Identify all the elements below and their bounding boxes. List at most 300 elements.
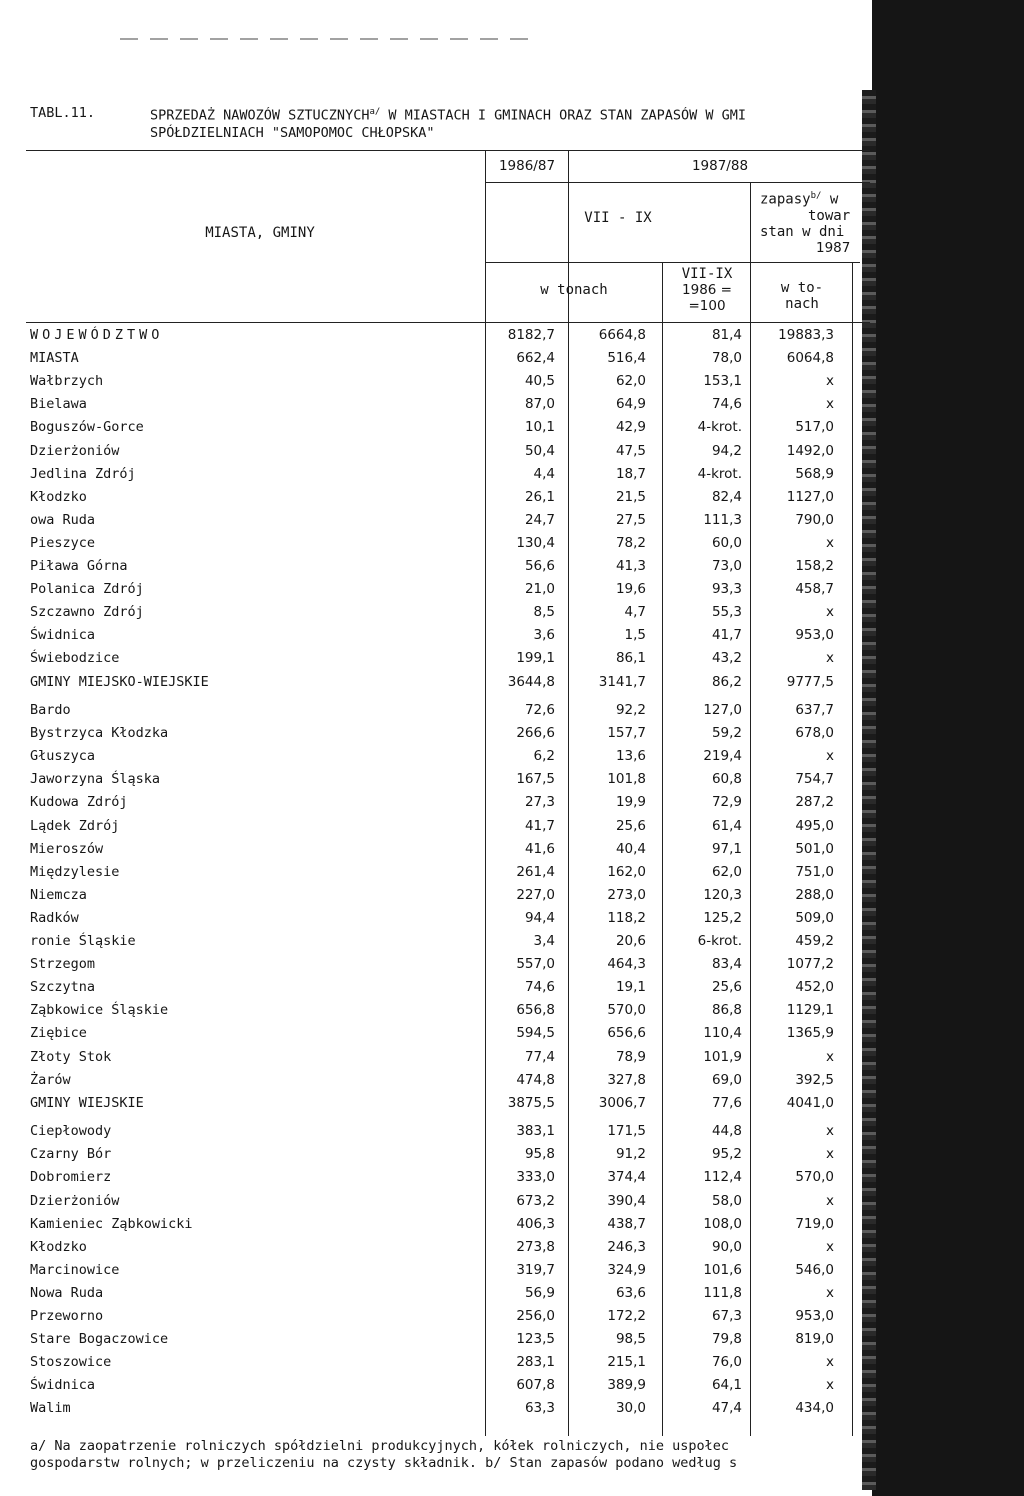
cell-value: 67,3 <box>711 1308 742 1324</box>
cell-value: 4041,0 <box>786 1094 834 1111</box>
table-number: TABL.11. <box>30 105 96 121</box>
cell-value: 1129,1 <box>786 1002 834 1019</box>
cell-value: 570,0 <box>607 1002 646 1019</box>
cell-value: 40,4 <box>615 840 646 857</box>
cell-value: 215,1 <box>607 1354 646 1371</box>
table-title <box>150 104 746 142</box>
cell-value: 95,8 <box>524 1146 555 1163</box>
cell-value: 261,4 <box>516 863 555 880</box>
cell-value: 390,4 <box>607 1192 646 1209</box>
cell-value: 406,3 <box>516 1215 555 1232</box>
row-label: MIASTA <box>30 350 79 367</box>
table-row <box>0 954 870 974</box>
cell-value: 123,5 <box>516 1331 555 1348</box>
cell-value: 63,6 <box>615 1284 646 1301</box>
row-label: Kudowa Zdrój <box>30 794 128 811</box>
cell-value: 19,1 <box>615 979 646 996</box>
stock-footnote-mark: b/ <box>810 191 822 201</box>
row-label: Dzierżoniów <box>30 1192 120 1209</box>
row-label: Bystrzyca Kłodzka <box>30 725 169 742</box>
row-label: Świebodzice <box>30 650 120 667</box>
year-1986-87: 1986/87 <box>498 158 556 174</box>
cell-value: 72,6 <box>524 702 555 718</box>
cell-value: 392,5 <box>795 1071 834 1088</box>
cell-value: 87,0 <box>524 396 555 413</box>
cell-value: 319,7 <box>516 1261 555 1278</box>
cell-value: 153,1 <box>703 373 742 390</box>
cell-value: 81,4 <box>711 327 742 343</box>
cell-value: 464,3 <box>607 956 646 973</box>
scan-artifact-line <box>120 38 540 40</box>
row-label: Polanica Zdrój <box>30 581 144 598</box>
cell-value: x <box>826 534 834 551</box>
row-label: Ziębice <box>30 1025 87 1042</box>
row-label: Walim <box>30 1400 71 1417</box>
table-row <box>0 1398 870 1418</box>
cell-value: 1127,0 <box>786 488 834 505</box>
stock-unit-line2: nach <box>785 296 819 312</box>
cell-value: 62,0 <box>711 863 742 880</box>
cell-value: 4-krot. <box>697 419 742 436</box>
cell-value: 158,2 <box>795 558 834 574</box>
cell-value: 44,8 <box>711 1123 742 1140</box>
cell-value: 389,9 <box>607 1377 646 1394</box>
cell-value: 953,0 <box>795 627 834 644</box>
table-row <box>0 1352 870 1372</box>
cell-value: 374,4 <box>607 1169 646 1186</box>
cell-value: 73,0 <box>711 558 742 574</box>
table-row <box>0 977 870 997</box>
cell-value: 172,2 <box>607 1308 646 1324</box>
row-label: WOJEWÓDZTWO <box>30 327 164 343</box>
cell-value: 42,9 <box>615 419 646 436</box>
cell-value: x <box>826 373 834 390</box>
footnote-a: a/ Na zaopatrzenie rolniczych spółdzielni produkcyjnych, kółek rolniczych, nie uspołec <box>30 1438 729 1454</box>
table-row <box>0 625 870 645</box>
cell-value: 120,3 <box>703 886 742 903</box>
row-label: Nowa Ruda <box>30 1284 104 1301</box>
cell-value: 20,6 <box>615 933 646 949</box>
cell-value: 82,4 <box>711 488 742 505</box>
cell-value: 607,8 <box>516 1377 555 1394</box>
cell-value: 227,0 <box>516 886 555 903</box>
table-row <box>0 1000 870 1020</box>
cell-value: 24,7 <box>524 511 555 528</box>
cell-value: 953,0 <box>795 1308 834 1324</box>
cell-value: 55,3 <box>711 604 742 621</box>
cell-value: 40,5 <box>524 373 555 390</box>
index-line2: 1986 = <box>682 282 732 298</box>
row-label: Ciepłowody <box>30 1123 112 1140</box>
row-label: Dzierżoniów <box>30 442 120 459</box>
cell-value: 162,0 <box>607 863 646 880</box>
cell-value: x <box>826 1192 834 1209</box>
cell-value: 69,0 <box>711 1071 742 1088</box>
cell-value: 77,4 <box>524 1048 555 1065</box>
row-label: Czarny Bór <box>30 1146 112 1163</box>
cell-value: 86,1 <box>615 650 646 667</box>
cell-value: 246,3 <box>607 1238 646 1255</box>
cell-value: 8182,7 <box>507 327 555 343</box>
page-edge-strip <box>862 90 876 1490</box>
table-row <box>0 441 870 461</box>
cell-value: 18,7 <box>615 465 646 482</box>
cell-value: 3006,7 <box>598 1094 646 1111</box>
cell-value: 56,6 <box>524 558 555 574</box>
cell-value: 10,1 <box>524 419 555 436</box>
stock-line1: zapasy <box>760 191 811 208</box>
cell-value: 6-krot. <box>697 933 742 949</box>
cell-value: 64,9 <box>615 396 646 413</box>
cell-value: 434,0 <box>795 1400 834 1417</box>
cell-value: 47,5 <box>615 442 646 459</box>
cell-value: 41,7 <box>711 627 742 644</box>
table-row <box>0 1214 870 1234</box>
row-label: Jedlina Zdrój <box>30 465 136 482</box>
cell-value: 6,2 <box>533 748 555 765</box>
cell-value: 78,9 <box>615 1048 646 1065</box>
row-label: Złoty Stok <box>30 1048 112 1065</box>
cell-value: 474,8 <box>516 1071 555 1088</box>
table-row <box>0 348 870 368</box>
cell-value: 111,8 <box>703 1284 742 1301</box>
cell-value: 118,2 <box>607 909 646 926</box>
cell-value: 719,0 <box>795 1215 834 1232</box>
cell-value: 790,0 <box>795 511 834 528</box>
cell-value: 594,5 <box>516 1025 555 1042</box>
cell-value: 287,2 <box>795 794 834 811</box>
table-row <box>0 417 870 437</box>
cell-value: x <box>826 1146 834 1163</box>
table-row <box>0 931 870 951</box>
cell-value: 78,2 <box>615 534 646 551</box>
period-divider-rule <box>485 262 750 263</box>
row-label: Wałbrzych <box>30 373 104 390</box>
cell-value: 273,0 <box>607 886 646 903</box>
row-label: Marcinowice <box>30 1261 120 1278</box>
stub-header: MIASTA, GMINY <box>205 225 315 241</box>
cell-value: 25,6 <box>711 979 742 996</box>
cell-value: 59,2 <box>711 725 742 742</box>
cell-value: 43,2 <box>711 650 742 667</box>
cell-value: 127,0 <box>703 702 742 718</box>
cell-value: 41,7 <box>524 817 555 834</box>
cell-value: 27,3 <box>524 794 555 811</box>
header-top-rule <box>26 150 870 151</box>
cell-value: 673,2 <box>516 1192 555 1209</box>
cell-value: 8,5 <box>533 604 555 621</box>
cell-value: 26,1 <box>524 488 555 505</box>
row-label: Radków <box>30 909 79 926</box>
row-label: Szczytna <box>30 979 96 996</box>
table-row <box>0 862 870 882</box>
cell-value: 13,6 <box>615 748 646 765</box>
cell-value: 568,9 <box>795 465 834 482</box>
cell-value: 130,4 <box>516 534 555 551</box>
cell-value: 656,8 <box>516 1002 555 1019</box>
cell-value: 62,0 <box>615 373 646 390</box>
cell-value: 288,0 <box>795 886 834 903</box>
cell-value: 63,3 <box>524 1400 555 1417</box>
title-line1: SPRZEDAŻ NAWOZÓW SZTUCZNYCH <box>150 107 370 124</box>
table-row <box>0 908 870 928</box>
cell-value: x <box>826 1048 834 1065</box>
table-row <box>0 1329 870 1349</box>
table-row <box>0 839 870 859</box>
cell-value: x <box>826 604 834 621</box>
cell-value: 501,0 <box>795 840 834 857</box>
table-row <box>0 769 870 789</box>
cell-value: 256,0 <box>516 1308 555 1324</box>
cell-value: 101,9 <box>703 1048 742 1065</box>
cell-value: 19883,3 <box>778 327 834 343</box>
table-row <box>0 394 870 414</box>
cell-value: 546,0 <box>795 1261 834 1278</box>
cell-value: 94,4 <box>524 909 555 926</box>
header-bottom-rule <box>26 322 870 323</box>
cell-value: x <box>826 1354 834 1371</box>
stock-line1-cut: w <box>829 191 839 208</box>
stock-line4: 1987 <box>816 239 851 256</box>
cell-value: 819,0 <box>795 1331 834 1348</box>
cell-value: 112,4 <box>703 1169 742 1186</box>
stock-unit-header <box>752 280 852 312</box>
cell-value: x <box>826 396 834 413</box>
row-label: Bielawa <box>30 396 87 413</box>
cell-value: 19,6 <box>615 581 646 598</box>
table-row <box>0 746 870 766</box>
year-1987-88: 1987/88 <box>691 158 749 174</box>
cell-value: 50,4 <box>524 442 555 459</box>
row-label: Lądek Zdrój <box>30 817 120 834</box>
row-label: Stare Bogaczowice <box>30 1331 169 1348</box>
table-row <box>0 885 870 905</box>
cell-value: 47,4 <box>711 1400 742 1417</box>
row-label: Pieszyce <box>30 534 96 551</box>
cell-value: 79,8 <box>711 1331 742 1348</box>
cell-value: 3875,5 <box>507 1094 555 1111</box>
row-label: Międzylesie <box>30 863 120 880</box>
table-row <box>0 1047 870 1067</box>
table-row <box>0 1191 870 1211</box>
cell-value: x <box>826 1123 834 1140</box>
table-row <box>0 371 870 391</box>
cell-value: 171,5 <box>607 1123 646 1140</box>
cell-value: 94,2 <box>711 442 742 459</box>
table-row <box>0 510 870 530</box>
cell-value: x <box>826 1238 834 1255</box>
title-footnote-mark: a/ <box>369 107 381 117</box>
row-label: Przeworno <box>30 1308 104 1324</box>
row-label: Jaworzyna Śląska <box>30 771 161 788</box>
stock-divider-rule <box>750 262 860 263</box>
index-line3: =100 <box>688 298 726 314</box>
cell-value: 678,0 <box>795 725 834 742</box>
cell-value: 662,4 <box>516 350 555 367</box>
cell-value: 108,0 <box>703 1215 742 1232</box>
cell-value: 751,0 <box>795 863 834 880</box>
row-label: Niemcza <box>30 886 87 903</box>
cell-value: 21,0 <box>524 581 555 598</box>
cell-value: 637,7 <box>795 702 834 718</box>
cell-value: 91,2 <box>615 1146 646 1163</box>
cell-value: 60,0 <box>711 534 742 551</box>
cell-value: 3644,8 <box>507 673 555 690</box>
row-label: GMINY WIEJSKIE <box>30 1094 144 1111</box>
row-label: Żarów <box>30 1071 71 1088</box>
table-row <box>0 1121 870 1141</box>
table-row <box>0 648 870 668</box>
cell-value: 58,0 <box>711 1192 742 1209</box>
cell-value: 1365,9 <box>786 1025 834 1042</box>
cell-value: 438,7 <box>607 1215 646 1232</box>
cell-value: 452,0 <box>795 979 834 996</box>
row-label: owa Ruda <box>30 511 96 528</box>
table-row <box>0 700 870 720</box>
table-row <box>0 816 870 836</box>
row-label: Świdnica <box>30 627 96 644</box>
cell-value: 41,3 <box>615 558 646 574</box>
title-line2: SPÓŁDZIELNIACH "SAMOPOMOC CHŁOPSKA" <box>150 124 435 141</box>
cell-value: 21,5 <box>615 488 646 505</box>
table-row <box>0 1283 870 1303</box>
stock-header <box>752 188 870 256</box>
cell-value: 93,3 <box>711 581 742 598</box>
table-row <box>0 723 870 743</box>
cell-value: 4-krot. <box>697 465 742 482</box>
row-label: Piława Górna <box>30 558 128 574</box>
cell-value: 101,8 <box>607 771 646 788</box>
cell-value: 74,6 <box>711 396 742 413</box>
index-header <box>664 266 750 314</box>
stock-line3: stan w dni <box>760 223 845 240</box>
table-row <box>0 1306 870 1326</box>
cell-value: 273,8 <box>516 1238 555 1255</box>
table-row <box>0 579 870 599</box>
cell-value: 333,0 <box>516 1169 555 1186</box>
cell-value: 167,5 <box>516 771 555 788</box>
cell-value: 86,8 <box>711 1002 742 1019</box>
table-row <box>0 1093 870 1113</box>
cell-value: 509,0 <box>795 909 834 926</box>
table-row <box>0 1167 870 1187</box>
cell-value: 557,0 <box>516 956 555 973</box>
row-label: Stoszowice <box>30 1354 112 1371</box>
table-row <box>0 672 870 692</box>
row-label: Boguszów-Gorce <box>30 419 144 436</box>
row-label: Ząbkowice Śląskie <box>30 1002 169 1019</box>
row-label: Strzegom <box>30 956 96 973</box>
cell-value: 570,0 <box>795 1169 834 1186</box>
cell-value: 1077,2 <box>786 956 834 973</box>
cell-value: 754,7 <box>795 771 834 788</box>
cell-value: 9777,5 <box>786 673 834 690</box>
table-row <box>0 1375 870 1395</box>
cell-value: 383,1 <box>516 1123 555 1140</box>
row-label: Kłodzko <box>30 488 87 505</box>
title-line1-rest: W MIASTACH I GMINACH ORAZ STAN ZAPASÓW W GMI <box>380 107 747 124</box>
cell-value: 95,2 <box>711 1146 742 1163</box>
cell-value: 98,5 <box>615 1331 646 1348</box>
cell-value: 64,1 <box>711 1377 742 1394</box>
cell-value: 74,6 <box>524 979 555 996</box>
table-row <box>0 1237 870 1257</box>
cell-value: 86,2 <box>711 673 742 690</box>
unit-tons-header: w tonach <box>540 282 608 298</box>
cell-value: x <box>826 1377 834 1394</box>
cell-value: x <box>826 748 834 765</box>
cell-value: 92,2 <box>615 702 646 718</box>
cell-value: 495,0 <box>795 817 834 834</box>
table-row <box>0 1260 870 1280</box>
row-label: GMINY MIEJSKO-WIEJSKIE <box>30 673 209 690</box>
cell-value: 3,4 <box>533 933 555 949</box>
cell-value: 72,9 <box>711 794 742 811</box>
cell-value: 157,7 <box>607 725 646 742</box>
cell-value: 110,4 <box>703 1025 742 1042</box>
cell-value: 1,5 <box>624 627 646 644</box>
cell-value: 30,0 <box>615 1400 646 1417</box>
page-edge-shadow <box>872 0 1024 1496</box>
cell-value: x <box>826 1284 834 1301</box>
cell-value: 83,4 <box>711 956 742 973</box>
cell-value: 19,9 <box>615 794 646 811</box>
cell-value: 97,1 <box>711 840 742 857</box>
cell-value: 25,6 <box>615 817 646 834</box>
cell-value: 324,9 <box>607 1261 646 1278</box>
row-label: Kłodzko <box>30 1238 87 1255</box>
cell-value: 458,7 <box>795 581 834 598</box>
cell-value: 111,3 <box>703 511 742 528</box>
cell-value: 60,8 <box>711 771 742 788</box>
cell-value: 77,6 <box>711 1094 742 1111</box>
table-row <box>0 602 870 622</box>
row-label: Kamieniec Ząbkowicki <box>30 1215 193 1232</box>
cell-value: 656,6 <box>607 1025 646 1042</box>
cell-value: 199,1 <box>516 650 555 667</box>
table-row <box>0 487 870 507</box>
cell-value: 101,6 <box>703 1261 742 1278</box>
row-label: Szczawno Zdrój <box>30 604 144 621</box>
table-row <box>0 792 870 812</box>
cell-value: 78,0 <box>711 350 742 367</box>
stock-unit-line1: w to- <box>780 280 824 296</box>
table-row <box>0 556 870 576</box>
cell-value: 283,1 <box>516 1354 555 1371</box>
cell-value: 61,4 <box>711 817 742 834</box>
index-line1: VII-IX <box>681 266 733 282</box>
cell-value: 219,4 <box>703 748 742 765</box>
cell-value: 27,5 <box>615 511 646 528</box>
cell-value: 4,7 <box>624 604 646 621</box>
cell-value: 6664,8 <box>598 327 646 343</box>
cell-value: 3,6 <box>533 627 555 644</box>
table-row <box>0 325 870 345</box>
cell-value: 516,4 <box>607 350 646 367</box>
cell-value: 56,9 <box>524 1284 555 1301</box>
cell-value: x <box>826 650 834 667</box>
table-row <box>0 1023 870 1043</box>
cell-value: 90,0 <box>711 1238 742 1255</box>
year-divider-rule <box>485 182 870 183</box>
stock-line2: towar <box>808 207 851 224</box>
table-row <box>0 1144 870 1164</box>
table-row <box>0 533 870 553</box>
row-label: Mieroszów <box>30 840 104 857</box>
cell-value: 1492,0 <box>786 442 834 459</box>
row-label: Bardo <box>30 702 71 718</box>
cell-value: 4,4 <box>533 465 555 482</box>
